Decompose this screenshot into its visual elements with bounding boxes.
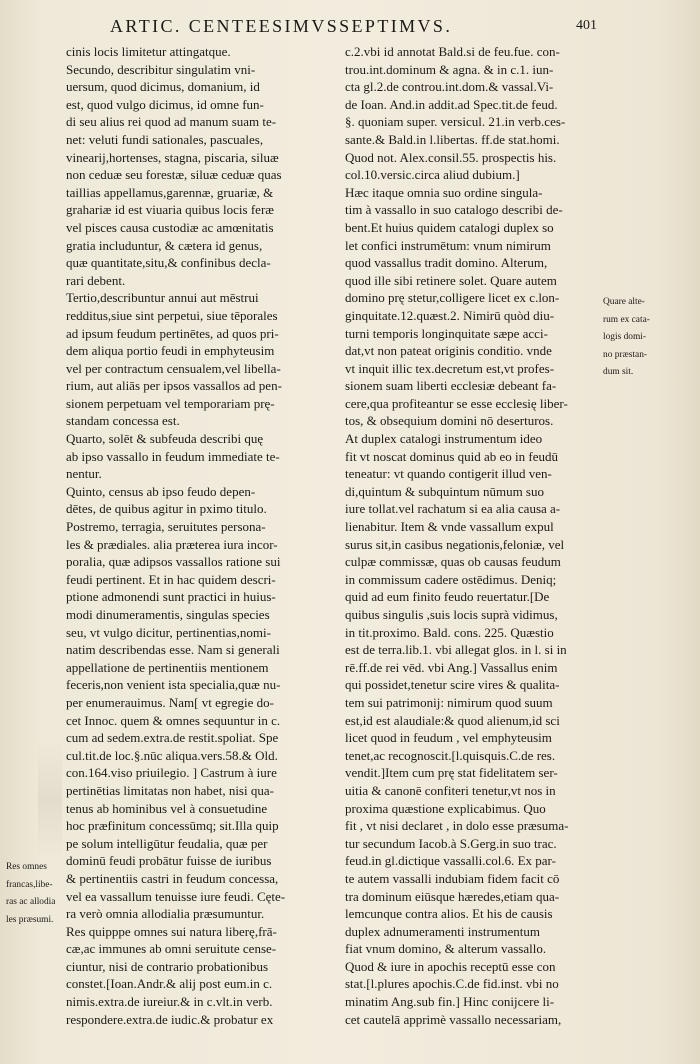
text-line: les & prædiales. alia præterea iura incor- <box>66 536 278 552</box>
text-line: bent.Et huius quidem catalogi duplex so <box>345 219 554 235</box>
text-line: di,quintum & subquintum nūmum suo <box>345 483 544 499</box>
text-line: Secundo, describitur singulatim vni- <box>66 61 256 77</box>
text-line: modi dinumeramentis, singulas species <box>66 607 270 622</box>
text-line: domino prę stetur,colligere licet ex c.lon- <box>345 290 560 306</box>
text-line: dat,vt non pateat originis conditio. vnde <box>345 343 552 359</box>
text-line: hoc præfinitum concessūmq; sit.Illa quip <box>66 818 279 834</box>
text-line: let confici instrumētum: vnum nimirum <box>345 237 551 253</box>
text-line: Tertio,describuntur annui aut mēstrui <box>66 290 259 306</box>
text-line: Postremo, terragia, seruitutes persona- <box>66 519 266 535</box>
text-line: vel pisces causa custodiæ ac amœnitatis <box>66 219 274 235</box>
text-line: nimis.extra.de iureiur.& in c.vlt.in verb. <box>66 994 273 1010</box>
text-line: qui possidet,tenetur scire vires & qualita- <box>345 677 560 693</box>
margin-note-line: logis domi- <box>603 332 646 343</box>
page-number: 401 <box>576 18 597 33</box>
text-line: c.2.vbi id annotat Bald.si de feu.fue. con- <box>345 44 560 59</box>
text-line: surus sit,in casibus negationis,feloniæ, vel <box>345 536 565 552</box>
text-line: quid ad eum finito feudo reuertatur.[De <box>345 589 550 605</box>
text-line: trou.int.dominum & agna. & in c.1. iun- <box>345 61 554 77</box>
text-line: est, quod vulgo dicimus, id omne fun- <box>66 96 264 112</box>
text-line: quibus singulis ,suis locis suprà vidimus, <box>345 607 558 622</box>
text-line: cet Innoc. quem & omnes sequuntur in c. <box>66 712 281 728</box>
text-line: sionem suam liberti ecclesiæ debeant fa- <box>345 378 557 394</box>
text-line: duplex adnumeramenti instrumentum <box>345 923 540 939</box>
text-line: col.10.versic.circa aliud dubium.] <box>345 167 520 183</box>
text-line: licet quod in feudum , vel emphyteusim <box>345 730 552 746</box>
text-line: pertinētias limitatas non habet, nisi qua- <box>66 782 274 798</box>
margin-note-right <box>603 297 650 385</box>
text-line: cinis locis limitetur attingatque. <box>66 44 231 59</box>
text-line: Quod & iure in apochis receptū esse con <box>345 958 556 974</box>
text-line: ptione admonendi sunt practici in huius- <box>66 589 276 605</box>
text-line: At duplex catalogi instrumentum ideo <box>345 431 543 447</box>
text-line: cere,qua profiteantur se esse ecclesię liber- <box>345 395 568 411</box>
text-line: turni temporis longinquitate sæpe acci- <box>345 325 548 341</box>
text-line: proxima quæstione explicabimus. Quo <box>345 800 546 816</box>
text-line: con.164.viso priuilegio. ] Castrum à iure <box>66 765 277 781</box>
text-line: Quinto, census ab ipso feudo depen- <box>66 483 256 499</box>
text-line: sionem perpetuam vel temporariam prę- <box>66 395 275 411</box>
text-line: ciuntur, nisi de contrario probationibus <box>66 958 269 974</box>
text-line: standam concessa est. <box>66 413 180 429</box>
text-line: vinearij,hortenses, stagna, piscaria, siluæ <box>66 149 279 165</box>
margin-note-line: Quare alte- <box>603 297 645 307</box>
text-line: Res quipppe omnes sui natura liberę,frā- <box>66 923 277 939</box>
text-line: fiat vnum domino, & alterum vassallo. <box>345 941 547 957</box>
text-line: de Ioan. And.in addit.ad Spec.tit.de feud. <box>345 96 558 112</box>
text-line: ad ipsum feudum pertinētes, ad quos pri- <box>66 325 279 341</box>
text-line: dominū feudi probātur fuisse de iuribus <box>66 853 272 869</box>
text-line: fit , vt nisi declaret , in dolo esse præsuma- <box>345 818 569 834</box>
show-through-stain <box>38 740 62 860</box>
text-line: teneatur: vt quando contigerit illud ven- <box>345 466 552 482</box>
margin-note-line: ras ac allodia <box>6 897 56 908</box>
running-head: ARTIC. CENTEESIMVSSEPTIMVS. <box>110 16 453 36</box>
text-line: quæ quantitate,situ,& confinibus decla- <box>66 255 271 271</box>
text-line: tenet,ac recognoscit.[l.quisquis.C.de res. <box>345 747 556 763</box>
text-line: feceris,non venient ista specialia,quæ nu- <box>66 677 281 693</box>
text-line: tra dominum eiūsque hæredes,etiam qua- <box>345 888 560 904</box>
text-line: respondere.extra.de iudic.& probatur ex <box>66 1011 274 1027</box>
text-line: fit vt noscat dominus quid ab eo in feudū <box>345 448 559 464</box>
margin-note-line: francas,libe- <box>6 879 53 890</box>
text-line: per enumerauimus. Nam[ vt egregie do- <box>66 694 274 710</box>
left-text-column <box>66 43 328 1028</box>
text-line: rari debent. <box>66 272 126 288</box>
margin-note-line: rum ex cata- <box>603 314 650 325</box>
text-line: minatim Ang.sub fin.] Hinc conijcere li- <box>345 994 555 1010</box>
text-line: vt inquit illic tex.decretum est,vt profes- <box>345 360 555 376</box>
text-line: in commissum cadere ostēdimus. Deniq; <box>345 571 557 587</box>
text-line: vendit.]Item cum prę stat fidelitatem ser- <box>345 765 558 781</box>
text-line: cul.tit.de loc.§.nūc aliqua.vers.58.& Old. <box>66 747 278 763</box>
text-line: cum ad sedem.extra.de restit.spoliat. Spe <box>66 730 279 746</box>
page-header <box>0 16 700 40</box>
text-line: tur secundum Iacob.à S.Gerg.in suo trac. <box>345 835 557 851</box>
text-line: in tit.proximo. Bald. cons. 225. Quæstio <box>345 624 554 640</box>
text-line: appellatione de pertinentiis mentionem <box>66 659 269 675</box>
text-line: tos, & obsequium domini nō deserturos. <box>345 413 554 429</box>
text-line: cta gl.2.de controu.int.dom.& vassal.Vi- <box>345 79 554 95</box>
text-line: te autem vassalli indubiam fidem facit cō <box>345 870 560 886</box>
text-line: ginquitate.12.quæst.2. Nimirū quòd diu- <box>345 307 555 323</box>
text-line: Quarto, solēt & subfeuda describi quę <box>66 431 264 447</box>
text-line: quod vassallus tradit domino. Alterum, <box>345 255 548 271</box>
margin-note-line: Res omnes <box>6 862 47 872</box>
text-line: tem sui patrimonij: nimirum quod suum <box>345 694 553 710</box>
margin-note-line: no præstan- <box>603 349 648 360</box>
text-line: pe solum intelligūtur feudalia, quæ per <box>66 835 268 851</box>
text-line: & pertinentiis castri in feudum concessa, <box>66 870 279 886</box>
right-text-column <box>345 43 601 1028</box>
text-line: sante.& Bald.in l.libertas. ff.de stat.homi. <box>345 131 560 147</box>
text-line: est de terra.lib.1. vbi allegat glos. in l. si in <box>345 642 567 658</box>
text-line: dētes, de quibus agitur in pximo titulo. <box>66 501 267 517</box>
text-line: ab ipso vassallo in feudum immediate te- <box>66 448 280 464</box>
text-line: stat.[l.plures apochis.C.de fid.inst. vbi no <box>345 976 559 992</box>
text-line: iure tollat.vel rachatum si ea alia causa a- <box>345 501 561 517</box>
text-line: ra verò omnia allodialia præsumuntur. <box>66 906 265 922</box>
text-line: rē.ff.de rei vēd. vbi Ang.] Vassallus enim <box>345 659 558 675</box>
text-line: non ceduæ seu forestæ, siluæ ceduæ quas <box>66 167 282 183</box>
text-line: lienabitur. Item & vnde vassallum expul <box>345 519 554 535</box>
text-line: §. quoniam super. versicul. 21.in verb.ces- <box>345 114 566 130</box>
text-line: est,id est alaudiale:& quod alienum,id sci <box>345 712 560 728</box>
text-line: grahariæ id est viuaria quibus locis feræ <box>66 202 274 218</box>
margin-note-left <box>6 862 55 932</box>
text-line: constet.[Ioan.Andr.& alij post eum.in c. <box>66 976 273 992</box>
text-line: tenus ab hominibus vel à consuetudine <box>66 800 268 816</box>
text-line: uitia & canonē confiteri tenetur,vt nos in <box>345 782 556 798</box>
text-line: redditus,siue sint perpetui, siue tēporales <box>66 307 278 323</box>
text-line: feud.in gl.dictique vassalli.col.6. Ex par- <box>345 853 556 869</box>
text-line: Quod not. Alex.consil.55. prospectis his. <box>345 149 557 165</box>
text-line: uersum, quod dicimus, domanium, id <box>66 79 260 95</box>
text-line: rium, aut aliās per ipsos vassallos ad pen- <box>66 378 282 394</box>
text-line: seu, vt vulgo dicitur, pertinentias,nomi- <box>66 624 271 640</box>
text-line: cet cautelā apprimè vassallo necessariam, <box>345 1011 562 1027</box>
text-line: culpæ commissæ, quas ob causas feudum <box>345 554 561 570</box>
text-line: dem aliqua portio feudi in emphyteusim <box>66 343 275 359</box>
margin-note-line: les præsumi. <box>6 914 54 925</box>
text-line: gratia includuntur, & cætera id genus, <box>66 237 263 253</box>
text-line: poralia, quæ adipsos vassallos ratione sui <box>66 554 281 570</box>
text-line: quod ille sibi retinere solet. Quare autem <box>345 272 557 288</box>
text-line: vel per contractum censualem,vel libella- <box>66 360 281 376</box>
text-line: di seu alius rei quod ad manum suam te- <box>66 114 277 130</box>
text-line: natim describendas esse. Nam si generali <box>66 642 280 658</box>
text-line: taillias appellamus,garennæ, gruariæ, & <box>66 184 274 200</box>
text-line: Hæc itaque omnia suo ordine singula- <box>345 184 543 200</box>
margin-note-line: dum sit. <box>603 367 634 378</box>
text-line: nentur. <box>66 466 102 482</box>
text-line: cæ,ac immunes ab omni seruitute cense- <box>66 941 277 957</box>
text-line: net: veluti fundi sationales, pascuales, <box>66 131 264 147</box>
text-line: tim à vassallo in suo catalogo describi de- <box>345 202 563 218</box>
text-line: lemcunque contra alios. Et his de causis <box>345 906 553 922</box>
text-line: vel ea vassallum tenuisse iure feudi. Cęte- <box>66 888 286 904</box>
text-line: feudi pertinent. Et in hac quidem descri- <box>66 571 276 587</box>
